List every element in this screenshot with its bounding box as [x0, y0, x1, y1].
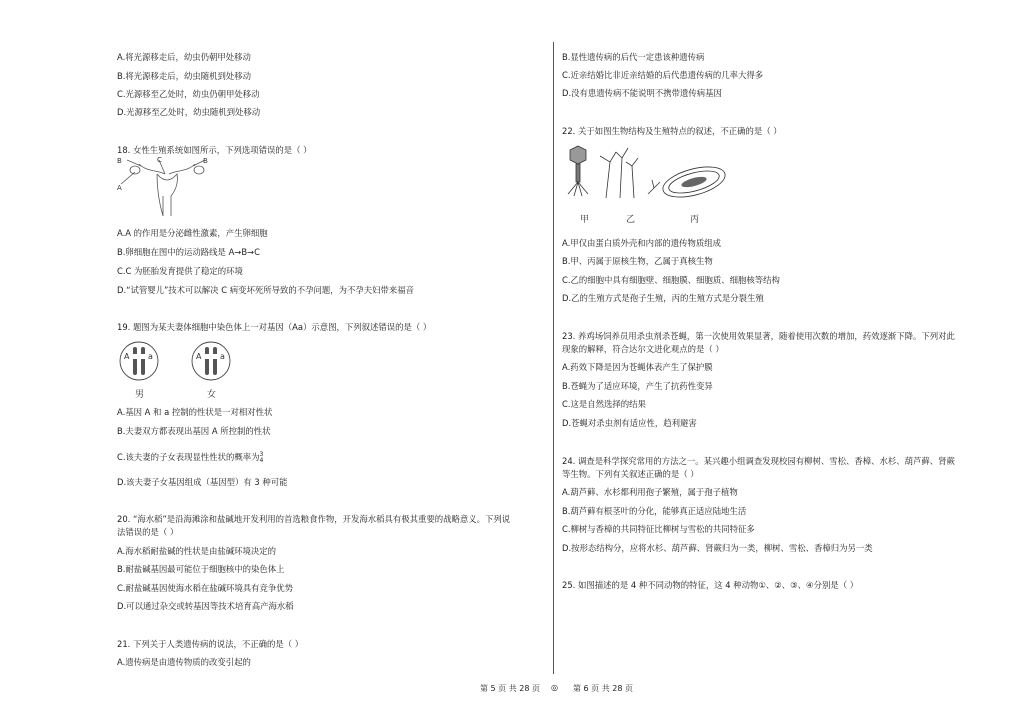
- q22-option-c: C.乙的细胞中具有细胞壁、细胞膜、细胞质、细胞核等结构: [562, 275, 780, 285]
- q20-option-b: B.耐盐碱基因最可能位于细胞核中的染色体上: [117, 564, 285, 574]
- fraction-denominator: 4: [259, 456, 264, 464]
- q17-option-a: A.将光源移走后，幼虫仍朝甲处移动: [117, 52, 251, 62]
- q24-option-b: B.葫芦藓有根茎叶的分化，能够真正适应陆地生活: [562, 506, 747, 516]
- right-page-number: 第 6 页 共 28 页: [573, 684, 633, 693]
- fraction-numerator: 3: [259, 450, 264, 458]
- q20-option-a: A.海水稻耐盐碱的性状是由盐碱环境决定的: [117, 546, 276, 556]
- q22-title: 22. 关于如图生物结构及生殖特点的叙述，不正确的是（ ）: [562, 126, 782, 136]
- fig22-label-jia: 甲: [580, 215, 590, 225]
- q20-title-line1: 20. “海水稻”是沿海滩涂和盐碱地开发利用的首选粮食作物，开发海水稻具有极其重要的战略意义。下列说: [117, 514, 511, 524]
- q21-option-c: C.近亲结婚比非近亲结婚的后代患遗传病的几率大得多: [562, 70, 764, 80]
- fig18-label-a: A: [117, 184, 122, 192]
- q23-title-line1: 23. 养鸡场饲养员用杀虫剂杀苍蝇，第一次使用效果显著，随着使用次数的增加，药效逐渐下降。下列对此: [562, 331, 955, 341]
- q21-option-a: A.遗传病是由遗传物质的改变引起的: [117, 657, 251, 667]
- q20-title-line2: 法错误的是（ ）: [117, 527, 179, 537]
- fig22-label-yi: 乙: [626, 215, 636, 225]
- q25-title: 25. 如图描述的是 4 种不同动物的特征，这 4 种动物①、②、③、④分别是（ ）: [562, 580, 859, 590]
- q23-option-b: B.苍蝇为了适应环境，产生了抗药性变异: [562, 381, 713, 391]
- fig18-label-c: C: [157, 156, 162, 164]
- page-separator: ◎: [551, 683, 558, 692]
- organisms-figure: [564, 142, 734, 228]
- q20-option-c: C.耐盐碱基因使海水稻在盐碱环境具有竞争优势: [117, 583, 294, 593]
- q22-option-d: D.乙的生殖方式是孢子生殖，丙的生殖方式是分裂生殖: [562, 293, 764, 303]
- column-divider: [553, 42, 554, 674]
- q19-option-c-text: C.该夫妻的子女表现显性性状的概率为: [117, 452, 260, 462]
- q24-option-a: A.葫芦藓、水杉都利用孢子繁殖，属于孢子植物: [562, 487, 738, 497]
- q23-title-line2: 现象的解释，符合达尔文进化观点的是（ ）: [562, 344, 724, 354]
- q19-option-b: B.夫妻双方都表现出基因 A 所控制的性状: [117, 426, 271, 436]
- q18-option-a: A.A 的作用是分泌雌性激素，产生卵细胞: [117, 228, 268, 238]
- q17-option-b: B.将光源移走后，幼虫随机到处移动: [117, 71, 252, 81]
- q21-option-d: D.没有患遗传病不能说明不携带遗传病基因: [562, 88, 722, 98]
- q18-option-c: C.C 为胚胎发育提供了稳定的环境: [117, 266, 243, 276]
- q18-option-d: D.“试管婴儿”技术可以解决 C 病变坏死所导致的不孕问题，为不孕夫妇带来福音: [117, 285, 414, 295]
- q24-title-line1: 24. 调查是科学探究常用的方法之一。某兴趣小组调查发现校园有柳树、雪松、香樟、水杉、葫芦藓、肾蕨: [562, 456, 955, 466]
- q23-option-c: C.这是自然选择的结果: [562, 399, 646, 409]
- q22-option-a: A.甲仅由蛋白质外壳和内部的遗传物质组成: [562, 238, 721, 248]
- female-gene-a-upper: A: [196, 352, 202, 361]
- label-female: 女: [207, 390, 217, 400]
- left-page-number: 第 5 页 共 28 页: [480, 684, 540, 693]
- q18-option-b: B.卵细胞在图中的运动路线是 A→B→C: [117, 247, 260, 257]
- label-male: 男: [135, 390, 145, 400]
- q23-option-d: D.苍蝇对杀虫剂有适应性，趋利避害: [562, 418, 697, 428]
- q19-title: 19. 题图为某夫妻体细胞中染色体上一对基因（Aa）示意图，下列叙述错误的是（ ）: [117, 322, 432, 332]
- fig18-label-b-left: B: [117, 157, 122, 165]
- fig22-label-bing: 丙: [690, 215, 700, 225]
- q21-option-b: B.显性遗传病的后代一定患该种遗传病: [562, 52, 705, 62]
- male-gene-a-upper: A: [124, 352, 130, 361]
- q18-title: 18. 女性生殖系统如图所示，下列选项错误的是（ ）: [117, 145, 312, 155]
- q23-option-a: A.药效下降是因为苍蝇体表产生了保护膜: [562, 362, 713, 372]
- q19-option-c: [117, 451, 263, 464]
- probability-fraction: [260, 452, 264, 464]
- q19-option-a: A.基因 A 和 a 控制的性状是一对相对性状: [117, 407, 273, 417]
- q19-option-d: D.该夫妻子女基因组成（基因型）有 3 种可能: [117, 477, 288, 487]
- q17-option-c: C.光源移至乙处时，幼虫仍朝甲处移动: [117, 89, 260, 99]
- q24-option-c: C.柳树与香樟的共同特征比柳树与雪松的共同特征多: [562, 524, 755, 534]
- q24-option-d: D.按形态结构分，应将水杉、葫芦藓、肾蕨归为一类，柳树、雪松、香樟归为另一类: [562, 543, 873, 553]
- q17-option-d: D.光源移至乙处时，幼虫随机到处移动: [117, 107, 261, 117]
- q24-title-line2: 等生物。下列有关叙述正确的是（ ）: [562, 469, 699, 479]
- female-reproductive-system-figure: [117, 156, 217, 222]
- q21-title: 21. 下列关于人类遗传病的说法，不正确的是（ ）: [117, 639, 304, 649]
- female-gene-a-lower: a: [220, 352, 225, 361]
- chromosome-pair-figure: [117, 337, 247, 401]
- q20-option-d: D.可以通过杂交或转基因等技术培育高产海水稻: [117, 601, 294, 611]
- male-gene-a-lower: a: [148, 352, 153, 361]
- fig18-label-b-right: B: [203, 157, 208, 165]
- q22-option-b: B.甲、丙属于原核生物，乙属于真核生物: [562, 256, 713, 266]
